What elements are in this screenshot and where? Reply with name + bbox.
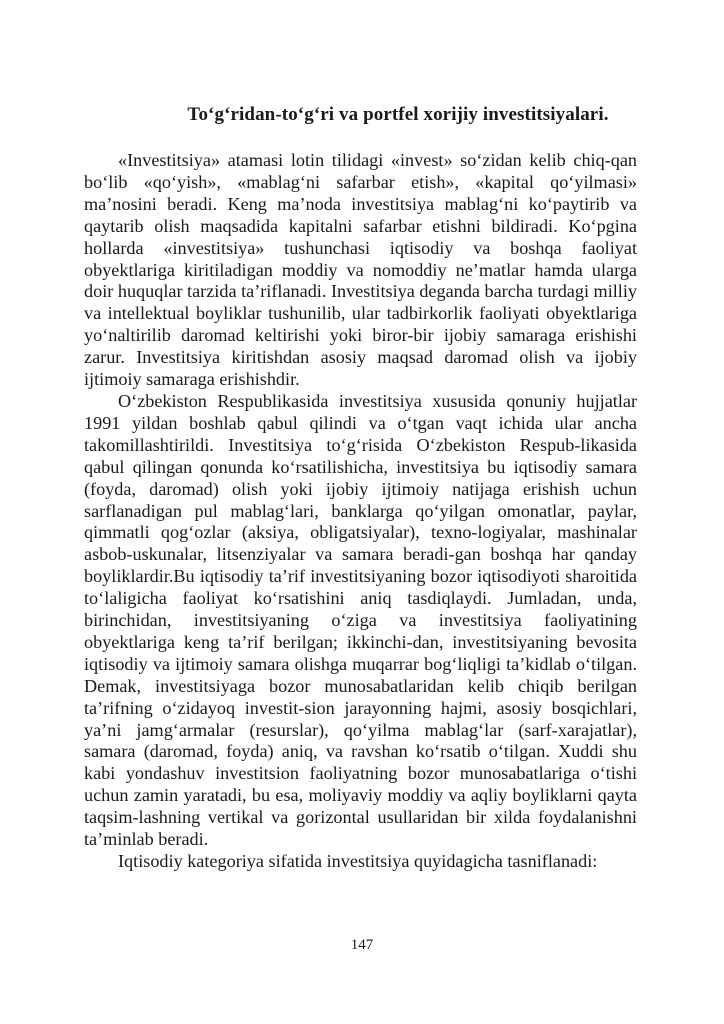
paragraph-uzbekistan-legislation: O‘zbekiston Respublikasida investitsiya xususida qonuniy hujjatlar 1991 yildan boshlab qabul qilindi va o‘tgan vaqt ichida ular ancha takomillashtirildi. Investitsiya to‘g‘risida O‘zbekiston Respub-likasida qabul qilingan qonunda ko‘rsatilishicha, investitsiya bu iqtisodiy samara (foyda, daromad) olish yoki ijobiy ijtimoiy natijaga erishish uchun sarflanadigan pul mablag‘lari, banklarga qo‘yilgan omonatlar, paylar, qimmatli qog‘ozlar (aksiya, obligatsiyalar), texno-logiyalar, mashinalar asbob-uskunalar, litsenziyalar va samara beradi-gan boshqa har qanday boyliklardir.Bu iqtisodiy ta’rif investitsiyaning bozor iqtisodiyoti sharoitida to‘laligicha faoliyat ko‘rsatishini aniq tasdiqlaydi. Jumladan, unda, birinchidan, investitsiyaning o‘ziga va investitsiya faoliyatining obyektlariga keng ta’rif berilgan; ikkinchi-dan, investitsiyaning bevosita iqtisodiy va ijtimoiy samara olishga muqarrar bog‘liqligi ta’kidlab o‘tilgan. Demak, investitsiyaga bozor munosabatlaridan kelib chiqib berilgan ta’rifning o‘zidayoq investit-sion jarayonning hajmi, asosiy bosqichlari, ya’ni jamg‘armalar (resurslar), qo‘yilma mablag‘lar (sarf-xarajatlar), samara (daromad, foyda) aniq, va ravshan ko‘rsatib o‘tilgan. Xuddi shu kabi yondashuv investitsion faoliyatning bozor munosabatlariga o‘tishi uchun zamin yaratadi, bu esa, moliyaviy moddiy va aqliy boyliklarni qayta taqsim-lashning vertikal va gorizontal usullaridan bir xilda foydalanishni ta’minlab beradi. <box>84 390 637 850</box>
page-number: 147 <box>350 937 374 953</box>
section-title: To‘g‘ridan-to‘g‘ri va portfel xorijiy investitsiyalari. <box>187 104 609 125</box>
paragraph-investment-definition: «Investitsiya» atamasi lotin tilidagi «invest» so‘zidan kelib chiq-qan bo‘lib «qo‘yish», «mablag‘ni safarbar etish», «kapital qo‘yilmasi» ma’nosini beradi. Keng ma’noda investitsiya mablag‘ni ko‘paytirib va qaytarib olish maqsadida kapitalni safarbar etishni bildiradi. Ko‘pgina hollarda «investitsiya» tushunchasi iqtisodiy va boshqa faoliyat obyektlariga kiritiladigan moddiy va nomoddiy ne’matlar hamda ularga doir huquqlar tarzida ta’riflanadi. Investitsiya deganda barcha turdagi milliy va intellektual boyliklar tushunilib, ular tadbirkorlik faoliyati obyektlariga yo‘naltirilib daromad keltirishi yoki biror-bir ijobiy samaraga erishishi zarur. Investitsiya kiritishdan asosiy maqsad daromad olish va ijobiy ijtimoiy samaraga erishishdir. <box>84 150 638 390</box>
body-text <box>84 150 637 873</box>
paragraph-classification-intro: Iqtisodiy kategoriya sifatida investitsiya quyidagicha tasniflanadi: <box>118 851 598 871</box>
